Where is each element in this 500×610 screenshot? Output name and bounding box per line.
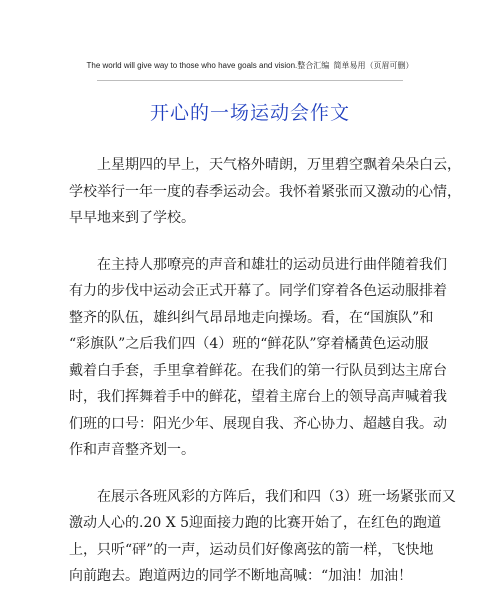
paragraph-line: 上星期四的早上，天气格外晴朗，万里碧空飘着朵朵白云， — [97, 157, 461, 173]
header-tagline: The world will give way to those who have goals and vision. — [86, 61, 298, 70]
paragraph-line: 作和声音整齐划一。 — [69, 442, 195, 458]
paragraph-1 — [69, 152, 461, 232]
paragraph-line: 在展示各班风彩的方阵后，我们和四（3）班一场紧张而又 — [97, 488, 456, 505]
page-header — [0, 60, 500, 71]
document-body — [69, 152, 461, 610]
paragraph-line: 整齐的队伍，雄纠纠气昂昂地走向操场。看，在“国旗队”和 — [69, 309, 434, 326]
header-note: 简单易用（页眉可删） — [333, 61, 414, 70]
paragraph-2 — [69, 252, 447, 464]
paragraph-line: 早早地来到了学校。 — [69, 210, 195, 226]
paragraph-line: 有力的步伐中运动会正式开幕了。同学们穿着各色运动服排着 — [69, 283, 447, 299]
paragraph-line: 上，只听“砰”的一声，运动员们好像离弦的箭一样，飞快地 — [69, 541, 434, 558]
paragraph-line: 激动人心的.20 X 5迎面接力跑的比赛开始了，在红色的跑道 — [69, 515, 442, 531]
header-source: 整合汇编 — [297, 61, 330, 70]
paragraph-line: 时，我们挥舞着手中的鲜花，望着主席台上的领导高声喊着我 — [69, 389, 447, 405]
paragraph-3 — [69, 484, 456, 590]
paragraph-line: 向前跑去。跑道两边的同学不断地高喊：“加油！加油！ — [69, 568, 413, 584]
paragraph-line: 戴着白手套，手里拿着鲜花。在我们的第一行队员到达主席台 — [69, 362, 447, 379]
paragraph-line: 们班的口号：阳光少年、展现自我、齐心协力、超越自我。动 — [69, 415, 447, 432]
header-divider — [97, 80, 403, 81]
paragraph-line: “彩旗队”之后我们四（4）班的“鲜花队”穿着橘黄色运动服 — [69, 336, 429, 352]
paragraph-line: 学校举行一年一度的春季运动会。我怀着紧张而又激动的心情， — [69, 183, 461, 200]
document-title: 开心的一场运动会作文 — [149, 102, 350, 124]
paragraph-line: 在主持人那嘹亮的声音和雄壮的运动员进行曲伴随着我们 — [97, 256, 447, 273]
